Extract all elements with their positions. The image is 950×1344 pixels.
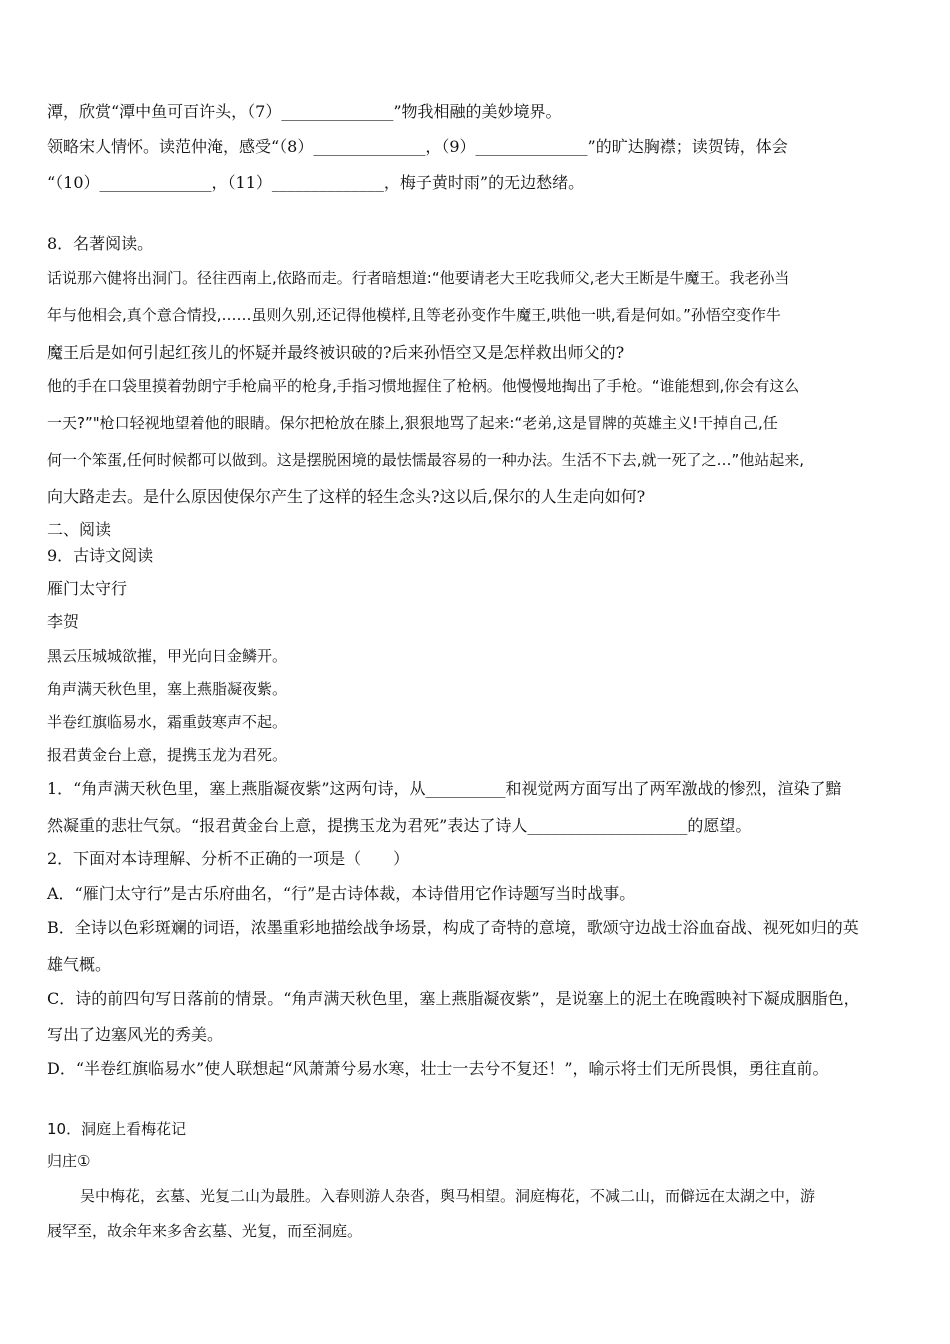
poem-line: 报君黄金台上意，提携玉龙为君死。 — [47, 746, 288, 764]
option-c: C．诗的前四句写日落前的情景。“角声满天秋色里，塞上燕脂凝夜紫”，是说塞上的泥土在晚霞映衬下凝成胭脂色， — [47, 989, 860, 1008]
fill-blank-line-8-9: 领略宋人情怀。读范仲淹，感受“（8）______________，（9）______________”的旷达胸襟；读贺铸，体会 — [47, 137, 788, 156]
q8-passage-line: 话说那六健将出洞门。径往西南上,依路而走。行者暗想道:“他要请老大王吃我师父,老大王断是牛魔王。我老孙当 — [47, 269, 790, 287]
fill-blank-line-7: 潭，欣赏“潭中鱼可百许头，（7）______________”物我相融的美妙境界。 — [47, 102, 562, 121]
option-b-cont: 雄气概。 — [47, 955, 112, 974]
q9-2-question: 2．下面对本诗理解、分析不正确的一项是（ ） — [47, 849, 410, 868]
q9-title: 9．古诗文阅读 — [47, 546, 154, 565]
q8-passage-line: 他的手在口袋里摸着勃朗宁手枪扁平的枪身,手指习惯地握住了枪柄。他慢慢地掏出了手枪。“谁能想到,你会有这么 — [47, 377, 800, 395]
option-b: B．全诗以色彩斑斓的词语，浓墨重彩地描绘战争场景，构成了奇特的意境，歌颂守边战士浴血奋战、视死如归的英 — [47, 918, 859, 937]
q8-passage-line: 一天?”"枪口轻视地望着他的眼睛。保尔把枪放在膝上,狠狠地骂了起来:“老弟,这是冒牌的英雄主义!干掉自己,任 — [47, 414, 778, 432]
poem-author: 李贺 — [47, 612, 80, 631]
fill-blank-line-10-11: “（10）______________，（11）______________，梅子黄时雨”的无边愁绪。 — [47, 173, 585, 192]
option-c-cont: 写出了边塞风光的秀美。 — [47, 1025, 224, 1044]
option-d: D．“半卷红旗临易水”使人联想起“风萧萧兮易水寒，壮士一去兮不复还！”，喻示将士们无所畏惧，勇往直前。 — [47, 1059, 829, 1078]
q8-passage-line: 年与他相会,真个意合情投,……虽则久别,还记得他模样,且等老孙变作牛魔王,哄他一哄,看是何如。”孙悟空变作牛 — [47, 306, 781, 324]
q9-1-question-cont: 然凝重的悲壮气氛。“报君黄金台上意，提携玉龙为君死”表达了诗人____________________的愿望。 — [47, 816, 752, 835]
poem-line: 黑云压城城欲摧，甲光向日金鳞开。 — [47, 647, 288, 665]
q10-title: 10．洞庭上看梅花记 — [47, 1120, 187, 1138]
q10-passage-line: 屐罕至，故余年来多舍玄墓、光复，而至洞庭。 — [47, 1222, 363, 1240]
q10-author: 归庄① — [47, 1152, 91, 1170]
poem-line: 角声满天秋色里，塞上燕脂凝夜紫。 — [47, 680, 288, 698]
section-heading: 二、阅读 — [47, 520, 112, 539]
q10-passage-line: 吴中梅花，玄墓、光复二山为最胜。入春则游人杂沓，舆马相望。洞庭梅花，不减二山，而僻远在太湖之中，游 — [80, 1187, 816, 1205]
poem-title: 雁门太守行 — [47, 579, 128, 598]
option-a: A．“雁门太守行”是古乐府曲名，“行”是古诗体裁，本诗借用它作诗题写当时战事。 — [47, 884, 636, 903]
q8-passage-line: 何一个笨蛋,任何时候都可以做到。这是摆脱困境的最怯懦最容易的一种办法。生活不下去,就一死了之…”他站起来, — [47, 451, 805, 469]
q8-title: 8．名著阅读。 — [47, 234, 154, 253]
q8-question-line: 魔王后是如何引起红孩儿的怀疑并最终被识破的?后来孙悟空又是怎样救出师父的? — [47, 343, 625, 362]
poem-line: 半卷红旗临易水，霜重鼓寒声不起。 — [47, 713, 288, 731]
q9-1-question: 1．“角声满天秋色里，塞上燕脂凝夜紫”这两句诗，从__________和视觉两方面写出了两军激战的惨烈，渲染了黯 — [47, 779, 842, 798]
q8-question-line: 向大路走去。是什么原因使保尔产生了这样的轻生念头?这以后,保尔的人生走向如何? — [47, 487, 646, 506]
